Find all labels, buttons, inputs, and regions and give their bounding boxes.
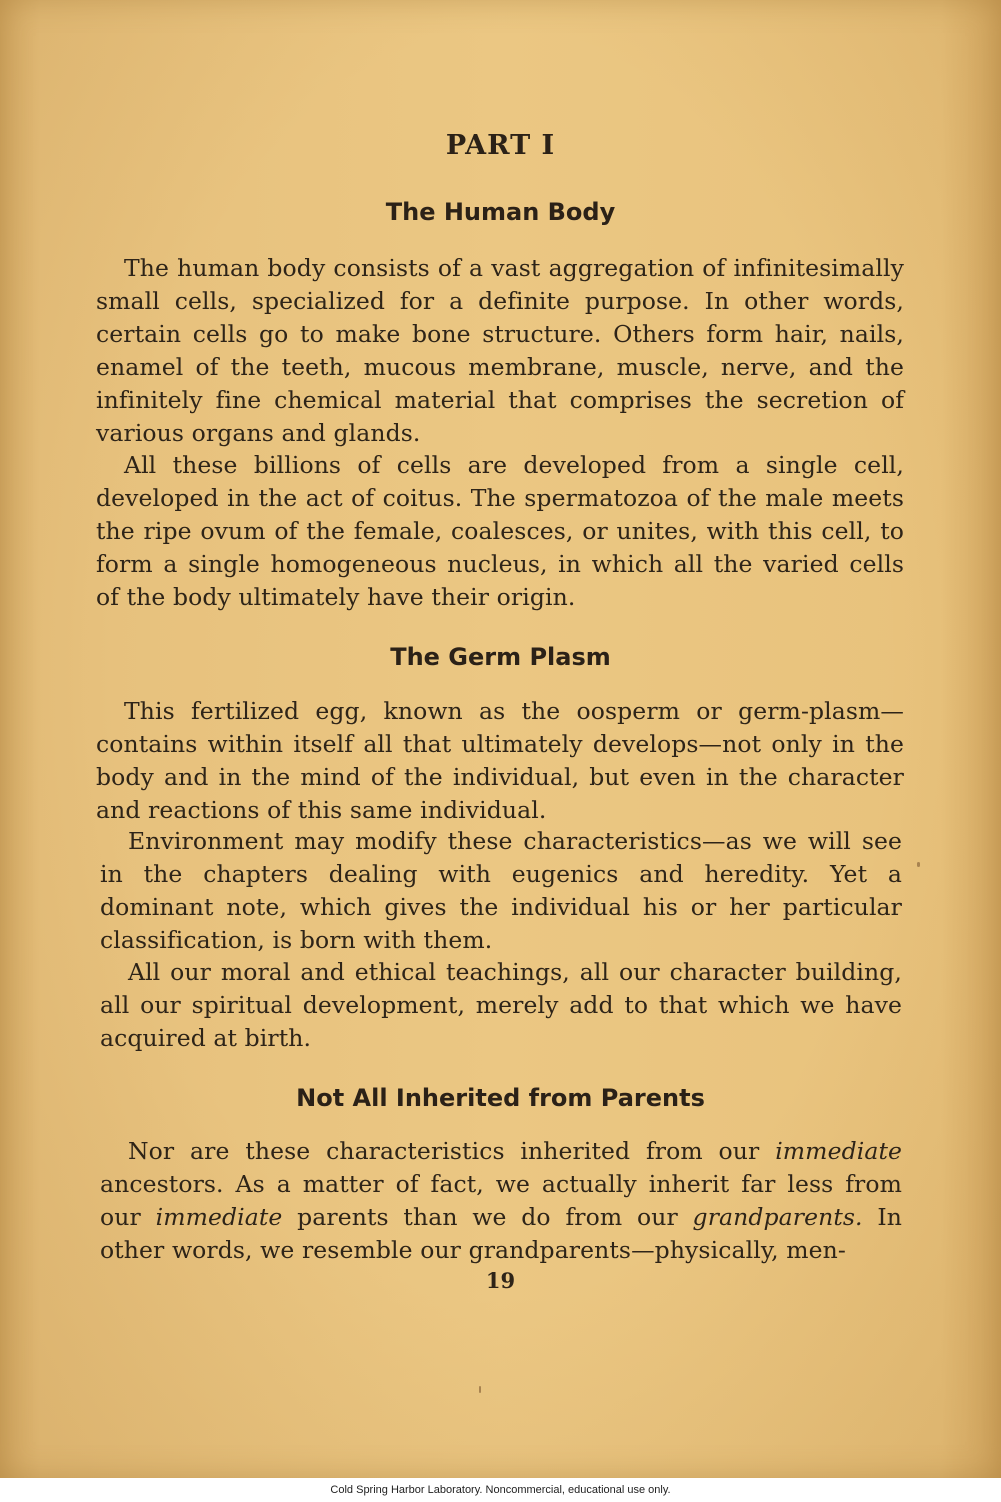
text-run: In other words, we resemble our grandparents—physically, men- (100, 1203, 902, 1264)
section-heading-germ-plasm: The Germ Plasm (390, 643, 611, 671)
part-title: PART I (445, 130, 556, 161)
paragraph-human-body-2: All these billions of cells are developed from a single cell, developed in the act of coitus. The spermatozoa of the male meets the ripe ovum of the female, coalesces, or unites, with this cell, to form a single homogeneous nucleus, in which all the varied cells of the body ultimately have their origin. (96, 451, 904, 611)
section-heading-human-body: The Human Body (385, 198, 616, 226)
paragraph-germ-plasm-1: This fertilized egg, known as the oosperm or germ-plasm—contains within itself all that ultimately develops—not only in the body and in the mind of the individual, but even in the character and reactions of this same individual. (96, 697, 904, 824)
paragraph-germ-plasm-3: All our moral and ethical teachings, all our character building, all our spiritual development, merely add to that which we have acquired at birth. (100, 958, 902, 1052)
section-heading-not-all-inherited: Not All Inherited from Parents (296, 1084, 705, 1112)
paragraph-human-body-1: The human body consists of a vast aggregation of infinitesimally small cells, specialized for a definite purpose. In other words, certain cells go to make bone structure. Others form hair, nails, enamel of the teeth, mucous membrane, muscle, nerve, and the infinitely fine chemical material that comprises the secretion of various organs and glands. (96, 254, 904, 447)
text-run: parents than we do from our (282, 1203, 693, 1231)
text-run: ancestors. As a matter of fact, we actually inherit far less from our (100, 1170, 902, 1231)
page-number: 19 (485, 1268, 516, 1293)
paper-speck (479, 1386, 481, 1393)
emphasis-grandparents: grandparents. (692, 1203, 863, 1231)
paragraph-germ-plasm-2: Environment may modify these characteristics—as we will see in the chapters dealing with eugenics and heredity. Yet a dominant note, which gives the individual his or her particular classification, is born with them. (100, 827, 902, 954)
archive-footer: Cold Spring Harbor Laboratory. Noncommercial, educational use only. (330, 1484, 671, 1496)
paper-speck (917, 862, 920, 867)
text-run: Nor are these characteristics inherited from our (128, 1137, 776, 1165)
emphasis-immediate-2: immediate (155, 1203, 283, 1231)
emphasis-immediate-1: immediate (775, 1137, 902, 1165)
paragraph-not-all-inherited-1 (100, 1135, 902, 1267)
